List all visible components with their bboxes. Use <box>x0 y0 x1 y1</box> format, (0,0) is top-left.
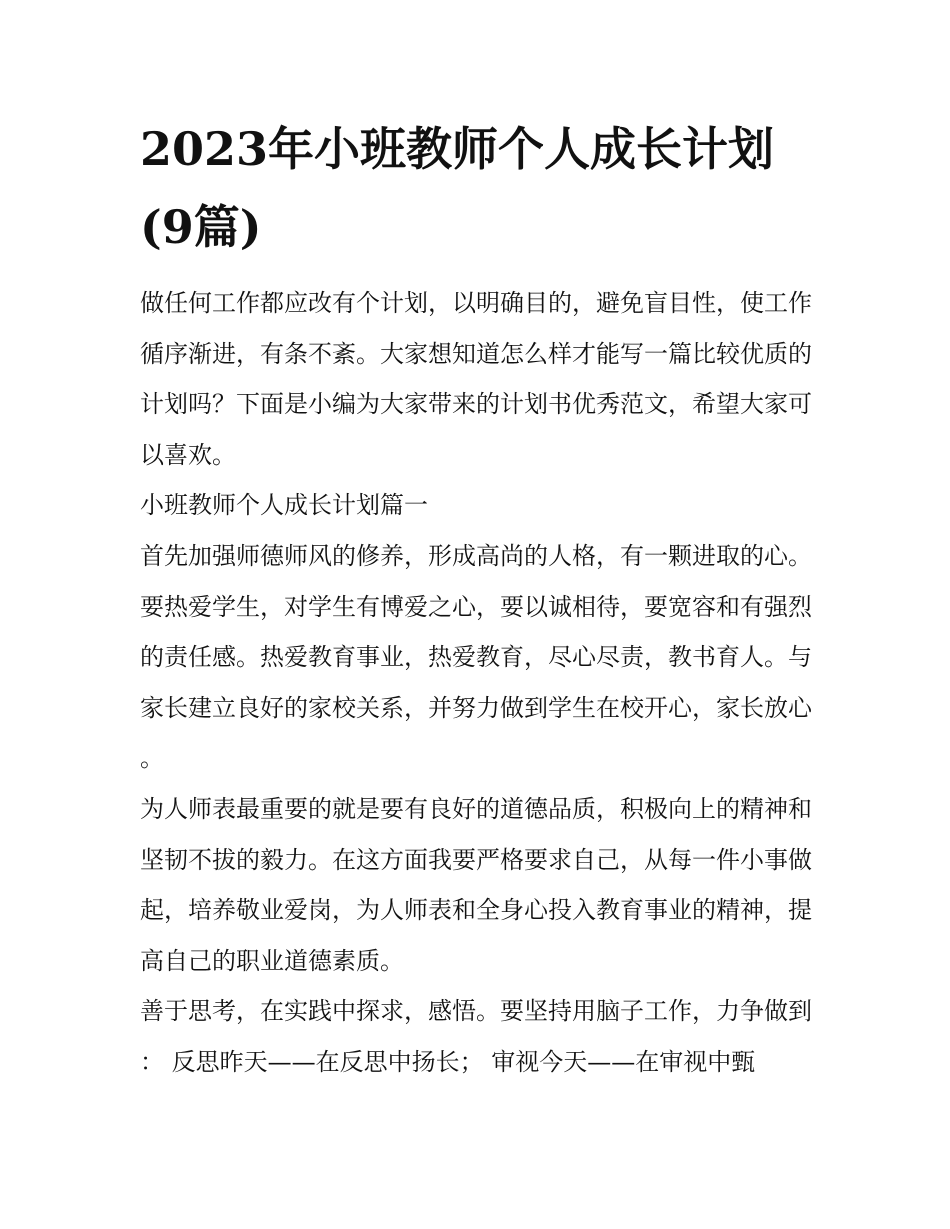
document-title: 2023年小班教师个人成长计划(9篇) <box>140 122 775 254</box>
body-paragraph: 为人师表最重要的就是要有良好的道德品质，积极向上的精神和坚韧不拔的毅力。在这方面我要严格要求自己，从每一件小事做起，培养敬业爱岗，为人师表和全身心投入教育事业的精神，提高自己的职业道德素质。 <box>140 794 812 975</box>
body-paragraph: 首先加强师德师风的修养，形成高尚的人格，有一颗进取的心。要热爱学生，对学生有博爱之心，要以诚相待，要宽容和有强烈的责任感。热爱教育事业，热爱教育，尽心尽责，教书育人。与家长建立良好的家校关系，并努力做到学生在校开心，家长放心。 <box>140 541 812 773</box>
intro-paragraph: 做任何工作都应改有个计划，以明确目的，避免盲目性，使工作循序渐进，有条不紊。大家想知道怎么样才能写一篇比较优质的计划吗？下面是小编为大家带来的计划书优秀范文，希望大家可以喜欢。 <box>140 289 812 469</box>
document-page <box>140 110 812 1088</box>
section-heading: 小班教师个人成长计划篇一 <box>140 491 428 520</box>
body-paragraph: 善于思考，在实践中探求，感悟。要坚持用脑子工作，力争做到： 反思昨天——在反思中扬长； 审视今天——在审视中甄 <box>140 997 812 1076</box>
